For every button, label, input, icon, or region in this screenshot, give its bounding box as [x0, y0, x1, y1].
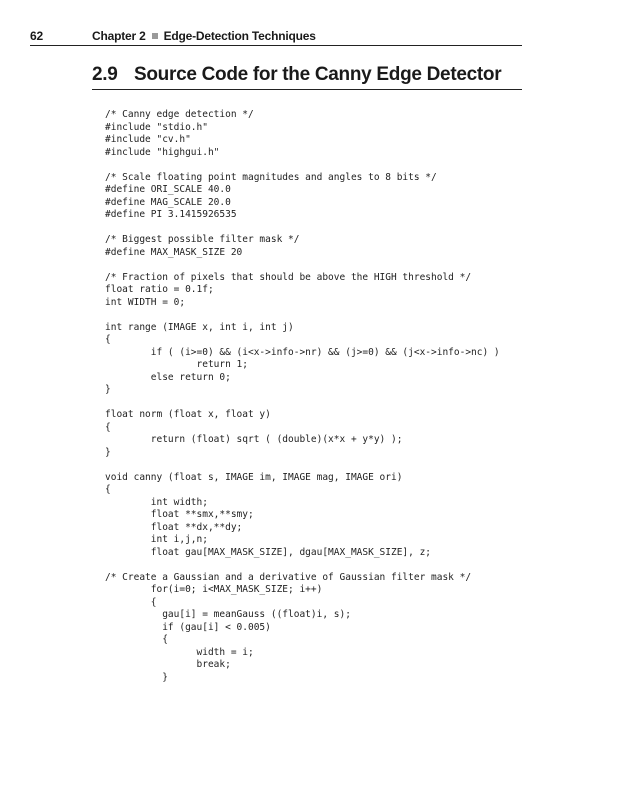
code-line: for(i=0; i<MAX_MASK_SIZE; i++) [105, 584, 323, 595]
chapter-label [92, 29, 316, 43]
code-line: /* Scale floating point magnitudes and angles to 8 bits */ [105, 171, 437, 183]
code-line: int width; [105, 496, 208, 508]
header-rule [30, 45, 522, 46]
code-line: { [105, 334, 111, 345]
title-rule [92, 89, 522, 90]
code-line: else return 0; [105, 371, 231, 383]
code-line: #include "cv.h" [105, 134, 191, 145]
code-line: #define ORI_SCALE 40.0 [105, 184, 231, 195]
code-line: if (gau[i] < 0.005) [105, 621, 271, 633]
code-line: { [105, 421, 111, 433]
code-line: width = i; [105, 646, 254, 658]
code-line: if ( (i>=0) && (i<x->info->nr) && (j>=0) && (j<x->info->nc) ) [105, 346, 500, 358]
code-line: { [105, 634, 168, 645]
code-line: break; [105, 659, 231, 670]
code-line: /* Canny edge detection */ [105, 109, 254, 120]
code-line: #define PI 3.1415926535 [105, 209, 237, 220]
code-line: /* Fraction of pixels that should be above the HIGH threshold */ [105, 271, 472, 283]
code-line: float norm (float x, float y) [105, 409, 271, 420]
code-line: { [105, 596, 157, 608]
code-listing [105, 109, 565, 684]
code-line: } [105, 446, 111, 458]
code-line: int WIDTH = 0; [105, 296, 186, 308]
code-line [105, 459, 565, 472]
code-line [105, 222, 565, 235]
code-line: #define MAX_MASK_SIZE 20 [105, 246, 243, 258]
code-line: #define MAG_SCALE 20.0 [105, 196, 231, 208]
code-line: } [105, 384, 111, 395]
code-line: return 1; [105, 359, 248, 370]
chapter-number: Chapter 2 [92, 29, 146, 43]
code-line: #include "stdio.h" [105, 121, 208, 133]
code-line: float ratio = 0.1f; [105, 284, 214, 295]
code-line: float **dx,**dy; [105, 521, 243, 533]
section-heading [92, 64, 522, 86]
code-line: #include "highgui.h" [105, 146, 220, 158]
code-line: float gau[MAX_MASK_SIZE], dgau[MAX_MASK_SIZE], z; [105, 546, 432, 558]
code-line: /* Create a Gaussian and a derivative of Gaussian filter mask */ [105, 571, 472, 583]
code-line: gau[i] = meanGauss ((float)i, s); [105, 609, 351, 620]
page-number: 62 [30, 29, 43, 43]
code-line: float **smx,**smy; [105, 509, 254, 520]
code-line [105, 397, 565, 410]
chapter-title: Edge-Detection Techniques [163, 29, 316, 43]
code-line: /* Biggest possible filter mask */ [105, 234, 300, 245]
code-line [105, 159, 565, 172]
separator-square-icon [152, 33, 158, 39]
code-line: int range (IMAGE x, int i, int j) [105, 321, 294, 333]
code-line [105, 309, 565, 322]
code-line: return (float) sqrt ( (double)(x*x + y*y) ); [105, 434, 403, 445]
code-line: } [105, 671, 168, 683]
code-line [105, 259, 565, 272]
code-line: { [105, 484, 111, 495]
running-head [30, 29, 522, 45]
code-line: void canny (float s, IMAGE im, IMAGE mag, IMAGE ori) [105, 471, 403, 483]
code-line [105, 559, 565, 572]
section-number: 2.9 [92, 64, 118, 85]
code-line: int i,j,n; [105, 534, 208, 545]
section-title: Source Code for the Canny Edge Detector [134, 64, 502, 85]
